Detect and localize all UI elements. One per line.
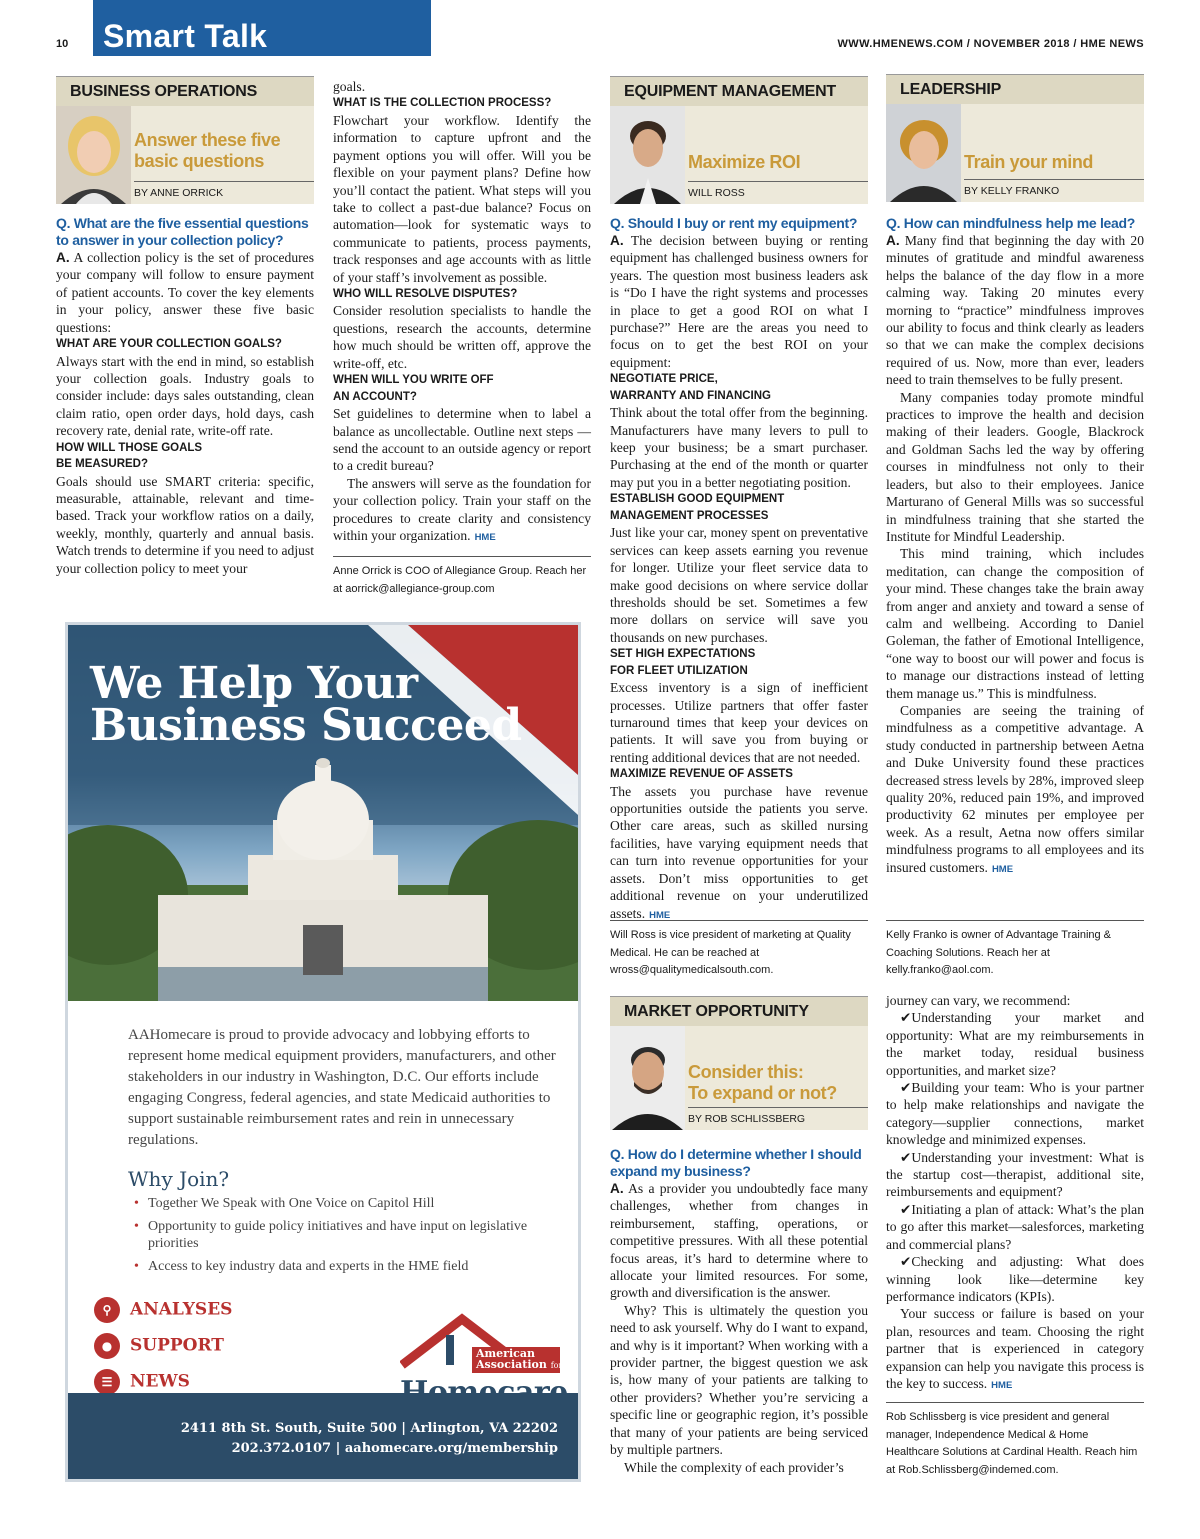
article-market-opportunity-col2: journey can vary, we recommend: ✔Understanding your market and opportunity: What are my reimbursements in the market today, residual business opportunities, and market size? ✔Building your team: Who is your partner to help make relationships and navigate the category—supplier connections, market knowledge and minimized expenses. ✔Understanding your investment: What is the startup cost—therapist, additional site, reimbursements and equipment? ✔Initiating a plan of attack: What’s the plan to go after this market—salesforces, marketing and commercial plans? ✔Checking and adjusting: What does winning look like—determine key performance indicators (KPIs). Your success or failure is based on your plan, resources and team. Choosing the right partner that is experienced in category expansion can help you navigate this process is the key to success. HME xyxy=(886,993,1144,1391)
topic-bar xyxy=(886,74,1144,104)
list-item: • Together We Speak with One Voice on Capitol Hill xyxy=(128,1195,548,1213)
aahomecare-logo: American Association for xyxy=(400,1313,570,1413)
headline: Answer these five basic questions xyxy=(134,130,281,171)
author-name: BY KELLY FRANKO xyxy=(964,185,1060,197)
page-masthead xyxy=(0,0,1200,56)
hme-end-mark: HME xyxy=(649,909,671,921)
headline: Train your mind xyxy=(964,152,1094,172)
ad-feature-support: ● SUPPORT xyxy=(94,1333,224,1359)
byline-equipment-management xyxy=(610,76,868,204)
article-business-operations-col1: Q. What are the five essential questions to answer in your collection policy? A. A collection policy is the set of procedures your company will follow to ensure payment of patient accounts. To cover the key elements in your policy, answer these five basic questions: WHAT ARE YOUR COLLECTION GOALS? Always start with the end in mind, so establish your collection goals. Industry goals to consider include: days sales outstanding, clean claim ratio, open order days, hold days, cash recovery rate, denial rate, write-off rate. HOW WILL THOSE GOALS BE MEASURED? Goals should use SMART criteria: specific, measurable, attainable, relevant and time-based. Track your workflow ratios on a daily, weekly, monthly, quarterly and annual basis. Watch trends to determine if you need to adjust your collection policy to meet your xyxy=(56,215,314,576)
author-photo xyxy=(610,1026,685,1130)
layers-icon: ☰ xyxy=(94,1369,120,1395)
question: Q. How do I determine whether I should expand my business? xyxy=(610,1146,862,1179)
question: Q. What are the five essential questions to answer in your collection policy? xyxy=(56,215,309,248)
ad-feature-news: ☰ NEWS xyxy=(94,1369,190,1395)
article-leadership: Q. How can mindfulness help me lead? A. Many find that beginning the day with 20 minutes of gratitude and mindful awareness helps the balance of the day flow in a more calming way. Taking 20 minutes every morning to “practice” mindfulness improves our ability to focus and think clearly as leaders so that we can make the complex decisions required of us. Now, more than ever, leaders need to train themselves to be fully present. Many companies today promote mindful practices to improve the health and decision making of their leaders. Google, Blackrock and Goldman Sachs led the way by offering courses in mindfulness not only to their leaders, but also to their employees. Janice Marturano of General Mills was so successful in mindfulness training that she started the Institute for Mindful Leadership. This mind training, which includes meditation, can change the composition of your mind. These changes take the brain away from anger and anxiety and toward a sense of calm and wellbeing. According to Daniel Goleman, the father of Emotional Intelligence, “one way to boost our will power and focus is to manage our distractions instead of letting them manage us.” This is mindfulness. Companies are seeing the training of mindfulness as a competitive advantage. A study conducted in partnership between Aetna and Duke University found these practices decreased stress levels by 28%, improved sleep quality 20%, reduced pain 19%, and improved productivity 62 minutes per employee per week. As a result, Aetna now offers similar mindfulness programs to all employees and its insured customers. HME xyxy=(886,215,1144,875)
headline: Maximize ROI xyxy=(688,152,801,172)
author-bio: Kelly Franko is owner of Advantage Training & Coaching Solutions. Reach her at kelly.franko@aol.com. xyxy=(886,920,1144,980)
byline-leadership xyxy=(886,74,1144,202)
question: Q. Should I buy or rent my equipment? xyxy=(610,215,858,231)
page-number: 10 xyxy=(56,38,69,50)
topic-label: EQUIPMENT MANAGEMENT xyxy=(624,83,837,100)
ad-feature-analyses: ⚲ ANALYSES xyxy=(94,1297,232,1323)
author-photo xyxy=(886,104,961,202)
article-equipment-management: Q. Should I buy or rent my equipment? A. The decision between buying or renting equipment has challenged business owners for years. The question most business leaders ask is “Do I have the right systems and processes in place to get a good ROI on what I purchase?” Here are the areas you need to focus on to get the best ROI on your equipment: NEGOTIATE PRICE, WARRANTY AND FINANCING Think about the total offer from the beginning. Manufacturers have many levers to pull to keep your business; be a smart purchaser. Purchasing at the end of the month or quarter may put you in a better negotiating position. ESTABLISH GOOD EQUIPMENT MANAGEMENT PROCESSES Just like your car, money spent on preventative services can keep assets earning you revenue for longer. Utilize your fleet service data to make good decisions on where service dollar thresholds should be set. Sometimes a few more dollars on service will save you thousands on new purchases. SET HIGH EXPECTATIONS FOR FLEET UTILIZATION Excess inventory is a sign of inefficient processes. Utilize partners that offer faster turnaround times that keep your devices on patients. It will save you from buying or renting additional devices that are not needed. MAXIMIZE REVENUE OF ASSETS The assets you purchase have revenue opportunities outside the patients you serve. Other care areas, such as skilled nursing facilities, have varying equipment needs that can turn into revenue opportunities for your assets. Don’t miss opportunities to get additional revenue on your underutilized assets. HME xyxy=(610,215,868,921)
ad-contact[interactable]: 202.372.0107 | aahomecare.org/membership xyxy=(231,1441,558,1456)
author-bio: Anne Orrick is COO of Allegiance Group. Reach her at aorrick@allegiance-group.com xyxy=(333,556,591,598)
masthead-info: WWW.HMENEWS.COM / NOVEMBER 2018 / HME NEWS xyxy=(837,38,1144,50)
list-item: • Opportunity to guide policy initiatives and have input on legislative priorities xyxy=(128,1218,548,1253)
byline-business-operations xyxy=(56,76,314,204)
author-name: BY ANNE ORRICK xyxy=(134,187,224,199)
portrait-icon xyxy=(610,1026,685,1130)
hme-end-mark: HME xyxy=(991,1379,1013,1391)
topic-bar xyxy=(610,76,868,106)
article-market-opportunity-col1: Q. How do I determine whether I should expand my business? A. As a provider you undoubtedly face many challenges, whether from changes in reimbursement, staffing, operations, or competitive pressures. With all these potential focus areas, it’s hard to determine where to allocate your limited resources. For some, growth and diversification is the answer. Why? This is ultimately the question you need to ask yourself. Why do I want to expand, and why is it important? When working with a provider partner, the biggest question we ask is, how many of your patients are talking to other providers? Whether you’re servicing a specific line or geographic region, it’s possible that many of your patients are being serviced by multiple partners. While the complexity of each provider’s xyxy=(610,1146,868,1475)
ad-footer xyxy=(68,1393,578,1479)
portrait-icon xyxy=(56,106,131,204)
byline-market-opportunity xyxy=(610,996,868,1130)
topic-bar xyxy=(610,996,868,1026)
question: Q. How can mindfulness help me lead? xyxy=(886,215,1136,231)
ad-address: 2411 8th St. South, Suite 500 | Arlington, VA 22202 xyxy=(180,1421,558,1436)
author-name: WILL ROSS xyxy=(688,187,745,199)
author-photo xyxy=(610,106,685,204)
aahomecare-advertisement xyxy=(65,622,581,1482)
author-photo xyxy=(56,106,131,204)
people-icon: ● xyxy=(94,1333,120,1359)
author-bio: Rob Schlissberg is vice president and general manager, Independence Medical & Home Healthcare Solutions at Cardinal Health. Reach him at Rob.Schlissberg@indemed.com. xyxy=(886,1402,1144,1479)
ad-benefits-list xyxy=(128,1195,548,1280)
section-tab xyxy=(93,0,431,56)
headline: Consider this: To expand or not? xyxy=(688,1062,837,1103)
topic-label: BUSINESS OPERATIONS xyxy=(70,83,258,100)
topic-label: LEADERSHIP xyxy=(900,81,1002,98)
topic-bar xyxy=(56,76,314,106)
section-title: Smart Talk xyxy=(103,18,268,54)
ad-hero xyxy=(68,625,578,1001)
author-name: BY ROB SCHLISSBERG xyxy=(688,1113,806,1125)
hme-end-mark: HME xyxy=(991,863,1014,875)
topic-label: MARKET OPPORTUNITY xyxy=(624,1003,809,1020)
hme-end-mark: HME xyxy=(474,531,496,543)
magnifier-icon: ⚲ xyxy=(94,1297,120,1323)
list-item: • Access to key industry data and experts in the HME field xyxy=(128,1258,548,1276)
ad-headline: We Help Your Business Succeed xyxy=(90,658,522,751)
portrait-icon xyxy=(610,106,685,204)
article-business-operations-col2: goals. WHAT IS THE COLLECTION PROCESS? Flowchart your workflow. Identify the information to capture upfront and the payment options you will offer. Will you be flexible on your payment plans? Define how you’ll contact the patient. What steps will you take to collect a past-due balance? Focus on automation—look for systematic ways to communicate to patients, process payments, track responses and age accounts with as little of your staff’s involvement as possible. WHO WILL RESOLVE DISPUTES? Consider resolution specialists to handle the questions, research the accounts, determine how much should be written off, approve the write-off, etc. WHEN WILL YOU WRITE OFF AN ACCOUNT? Set guidelines to determine when to label a balance as uncollectable. Outline next steps —send the account to an outside agency or report to a credit bureau? The answers will serve as the foundation for your collection policy. Train your staff on the procedures to create clarity and consistency within your organization. HME xyxy=(333,79,591,543)
author-bio: Will Ross is vice president of marketing at Quality Medical. He can be reached at wross@qualitymedicalsouth.com. xyxy=(610,920,868,980)
portrait-icon xyxy=(886,104,961,202)
ad-why-join: Why Join? xyxy=(128,1167,230,1191)
ad-body: AAHomecare is proud to provide advocacy and lobbying efforts to represent home medical equipment providers, manufacturers, and other stakeholders in our industry in Washington, D.C. Our efforts include engaging Congress, federal agencies, and state Medicaid authorities to support sustainable reimbursement rates and rein in unnecessary regulations. xyxy=(128,1027,556,1148)
